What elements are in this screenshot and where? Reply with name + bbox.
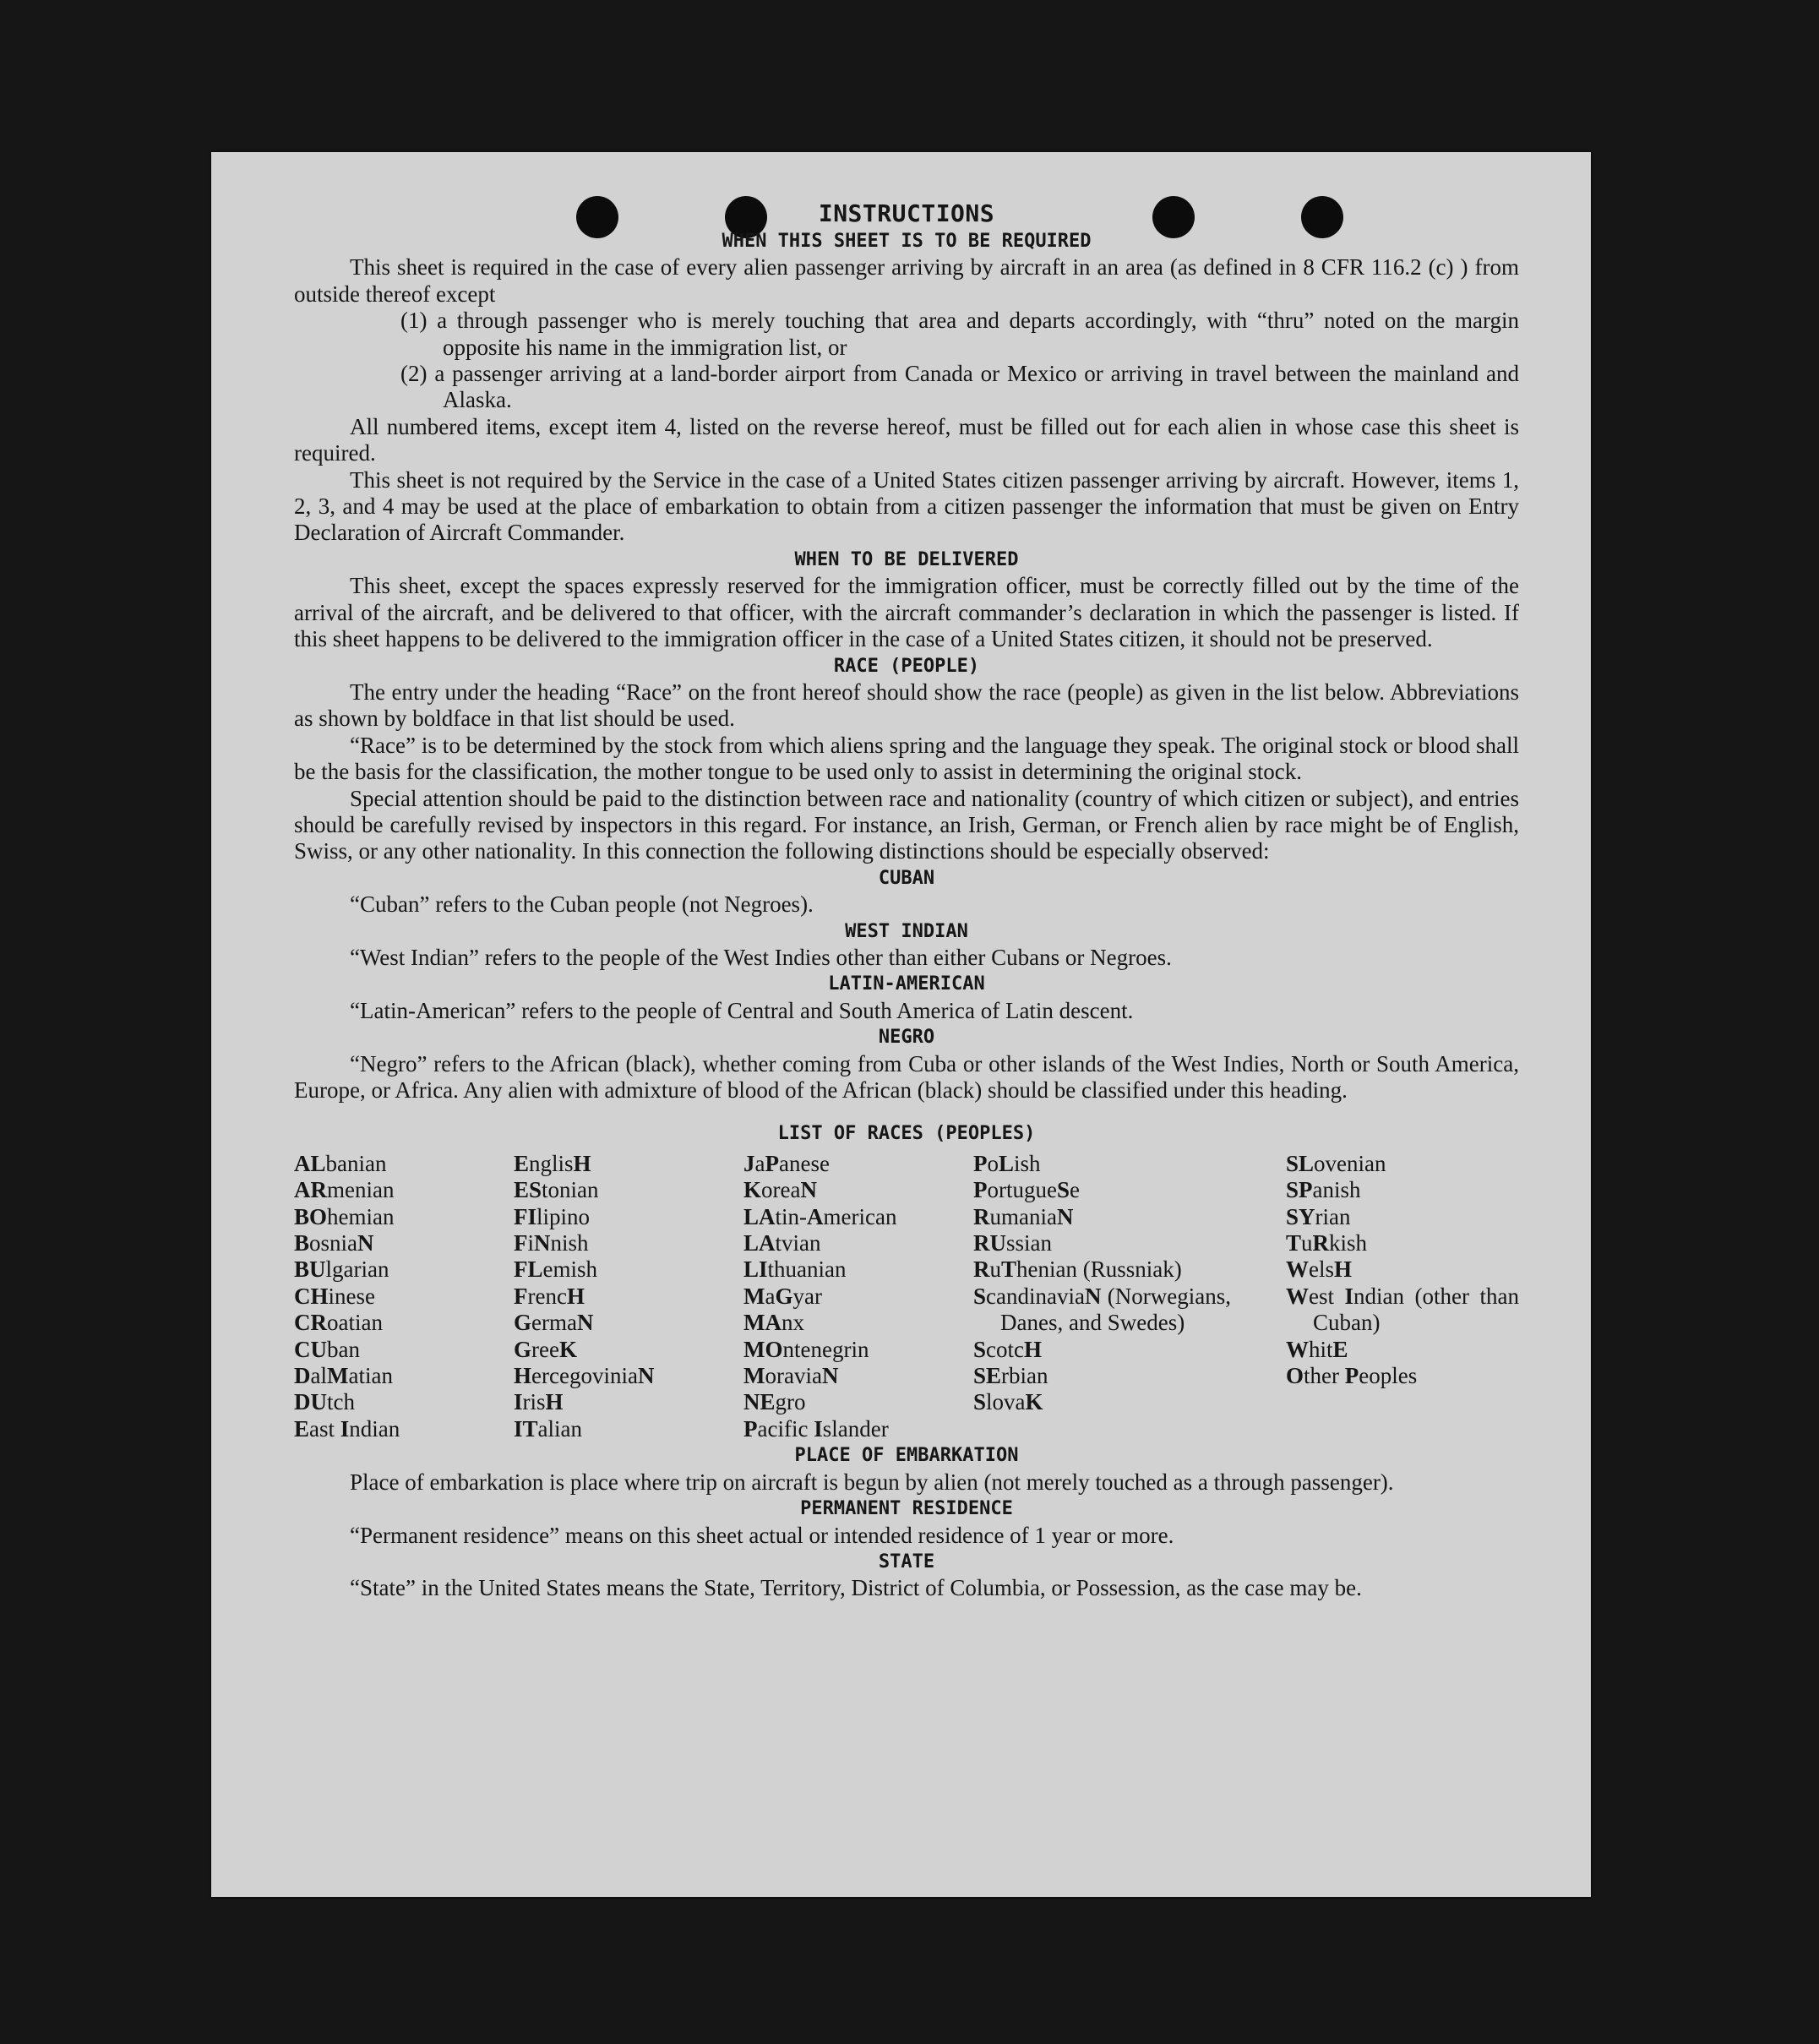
paragraph: “Latin-American” refers to the people of Central and South America of Latin descent.: [350, 997, 1134, 1023]
race-entry: MaGyar: [743, 1283, 822, 1309]
race-entry: BosniaN: [294, 1230, 374, 1256]
race-entry: WhitE: [1286, 1336, 1348, 1362]
race-entry: CHinese: [294, 1283, 375, 1309]
race-entry: NEgro: [743, 1389, 806, 1415]
race-entry: East Indian: [294, 1415, 400, 1442]
race-entry: FLemish: [514, 1256, 598, 1283]
race-entry: SPanish: [1286, 1177, 1361, 1203]
race-entry: SErbian: [973, 1363, 1048, 1389]
paragraph: This sheet, except the spaces expressly reserved for the immigration officer, must be correctly filled out by the time of the arrival of the aircraft, and be delivered to that officer, with the aircraft commander’s declaration in which the passenger is listed. If this sheet happens to be delivered to the immigration officer in the case of a United States citizen, it should not be preserved.: [294, 573, 1519, 652]
race-entry: SYrian: [1286, 1203, 1351, 1229]
section-heading: WEST INDIAN: [845, 920, 968, 942]
document-body: [294, 199, 1519, 1602]
race-entry: MoraviaN: [743, 1363, 839, 1389]
race-entry: RuThenian (Russniak): [973, 1256, 1182, 1283]
instruction-sheet: [211, 152, 1591, 1897]
list-heading: LIST OF RACES (PEOPLES): [777, 1123, 1036, 1145]
race-entry: Other Peoples: [1286, 1363, 1418, 1389]
paragraph: “Race” is to be determined by the stock from which aliens spring and the language they speak. The original stock or blood shall be the basis for the classification, the mother tongue to be used only to assist in determining the original stock.: [294, 732, 1519, 785]
paragraph: “Negro” refers to the African (black), whether coming from Cuba or other islands of the West Indies, North or South America, Europe, or Africa. Any alien with admixture of blood of the African (black) should be classified under this heading.: [294, 1050, 1519, 1103]
race-entry: EStonian: [514, 1177, 599, 1203]
race-entry: PoLish: [973, 1150, 1041, 1176]
race-entry: RumaniaN: [973, 1203, 1074, 1229]
paragraph: Place of embarkation is place where trip on aircraft is begun by alien (not merely touched as a through passenger).: [350, 1469, 1394, 1495]
race-entry: ARmenian: [294, 1177, 395, 1203]
race-column: [514, 1151, 743, 1442]
race-entry: RUssian: [973, 1230, 1052, 1256]
race-entry: HercegoviniaN: [514, 1363, 655, 1389]
race-entry: DalMatian: [294, 1363, 393, 1389]
paragraph: “State” in the United States means the State, Territory, District of Columbia, or Possession, as the case may be.: [350, 1575, 1362, 1601]
race-list: [294, 1151, 1519, 1442]
race-entry: LAtvian: [743, 1230, 821, 1256]
race-entry: CRoatian: [294, 1310, 383, 1336]
race-entry: ITalian: [514, 1415, 583, 1442]
paragraph: “West Indian” refers to the people of the West Indies other than either Cubans or Negroes.: [350, 944, 1172, 970]
race-entry: MOntenegrin: [743, 1336, 869, 1362]
race-entry: FiNnish: [514, 1230, 589, 1256]
paragraph: This sheet is required in the case of every alien passenger arriving by aircraft in an area (as defined in 8 CFR 116.2 (c) ) from outside thereof except: [294, 254, 1519, 307]
race-entry: MAnx: [743, 1310, 804, 1336]
paragraph: All numbered items, except item 4, listed on the reverse hereof, must be filled out for each alien in whose case this sheet is required.: [294, 413, 1519, 466]
section-heading: STATE: [878, 1551, 935, 1573]
race-entry: JaPanese: [743, 1150, 830, 1176]
section-heading: RACE (PEOPLE): [833, 655, 980, 677]
section-heading: WHEN TO BE DELIVERED: [794, 548, 1019, 570]
race-entry: PortugueSe: [973, 1177, 1080, 1203]
race-entry: FrencH: [514, 1283, 585, 1309]
section-heading: PERMANENT RESIDENCE: [800, 1498, 1013, 1520]
race-entry: BUlgarian: [294, 1256, 389, 1283]
race-entry: GermaN: [514, 1310, 594, 1336]
section-heading: WHEN THIS SHEET IS TO BE REQUIRED: [722, 231, 1092, 252]
paragraph: “Permanent residence” means on this sheet actual or intended residence of 1 year or more.: [350, 1522, 1174, 1548]
page-title: INSTRUCTIONS: [818, 199, 995, 227]
paragraph: This sheet is not required by the Service in the case of a United States citizen passenger arriving by aircraft. However, items 1, 2, 3, and 4 may be used at the place of embarkation to obtain from a citizen passenger the information that must be given on Entry Declaration of Aircraft Commander.: [294, 466, 1519, 546]
race-entry: TuRkish: [1286, 1230, 1368, 1256]
race-entry: LAtin-American: [743, 1203, 897, 1229]
race-entry: ALbanian: [294, 1150, 387, 1176]
section-heading: PLACE OF EMBARKATION: [794, 1445, 1019, 1467]
race-entry: IrisH: [514, 1389, 564, 1415]
race-column: [973, 1151, 1231, 1442]
race-column: [743, 1151, 973, 1442]
race-entry: SlovaK: [973, 1389, 1043, 1415]
section-heading: NEGRO: [878, 1027, 935, 1049]
section-heading: LATIN-AMERICAN: [828, 973, 985, 995]
race-entry: WelsH: [1286, 1256, 1353, 1283]
race-entry: West Indian (other than Cuban): [1286, 1283, 1519, 1336]
race-entry: CUban: [294, 1336, 360, 1362]
race-entry: EnglisH: [514, 1150, 591, 1176]
race-entry: Pacific Islander: [743, 1415, 889, 1442]
race-entry: ScandinaviaN (Norwegians, Danes, and Swedes): [973, 1283, 1231, 1336]
race-column: [294, 1151, 514, 1442]
paragraph: Special attention should be paid to the distinction between race and nationality (country of which citizen or subject), and entries should be carefully revised by inspectors in this regard. For instance, an Irish, German, or French alien by race might be of English, Swiss, or any other nationality. In this connection the following distinctions should be especially observed:: [294, 785, 1519, 864]
race-column: [1286, 1151, 1519, 1442]
race-entry: BOhemian: [294, 1203, 395, 1229]
list-item: (2) a passenger arriving at a land-border airport from Canada or Mexico or arriving in travel between the mainland and Alaska.: [400, 361, 1519, 413]
race-entry: SLovenian: [1286, 1150, 1386, 1176]
race-entry: FIlipino: [514, 1203, 591, 1229]
race-entry: LIthuanian: [743, 1256, 847, 1283]
race-entry: KoreaN: [743, 1177, 817, 1203]
race-entry: GreeK: [514, 1336, 577, 1362]
section-heading: CUBAN: [878, 867, 935, 889]
list-item: (1) a through passenger who is merely touching that area and departs accordingly, with “thru” noted on the margin opposite his name in the immigration list, or: [400, 308, 1519, 360]
paragraph: The entry under the heading “Race” on the front hereof should show the race (people) as given in the list below. Abbreviations as shown by boldface in that list should be used.: [294, 679, 1519, 732]
race-entry: DUtch: [294, 1389, 355, 1415]
paragraph: “Cuban” refers to the Cuban people (not Negroes).: [350, 891, 814, 918]
race-entry: ScotcH: [973, 1336, 1043, 1362]
